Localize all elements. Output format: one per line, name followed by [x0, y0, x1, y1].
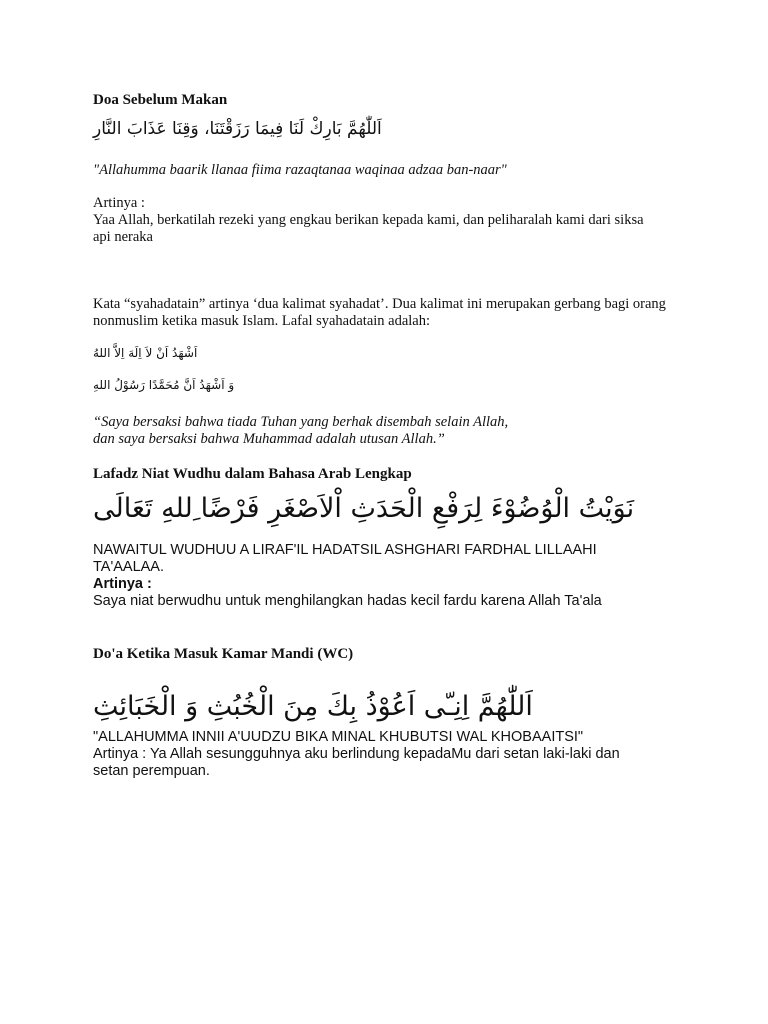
section-title-doa-wc: Do'a Ketika Masuk Kamar Mandi (WC)	[93, 646, 354, 662]
artinya-label-1: Artinya :	[93, 195, 145, 211]
meaning-doa-makan: Yaa Allah, berkatilah rezeki yang engkau berikan kepada kami, dan peliharalah kami dari siksa api neraka	[93, 212, 644, 245]
latin-niat-wudhu: NAWAITUL WUDHUU A LIRAF'IL HADATSIL ASHGHARI FARDHAL LILLAAHI TA'AALAA.	[93, 542, 597, 575]
latin-doa-wc: "ALLAHUMMA INNII A'UUDZU BIKA MINAL KHUBUTSI WAL KHOBAAITSI"	[93, 729, 584, 745]
arabic-niat-wudhu: نَوَيْتُ الْوُضُوْءَ لِرَفْعِ الْحَدَثِ اْلاَصْغَرِ فَرْضًا ِللهِ تَعَالَى	[93, 493, 635, 524]
meaning-niat-wudhu: Saya niat berwudhu untuk menghilangkan hadas kecil fardu karena Allah Ta'ala	[93, 593, 602, 609]
arabic-doa-makan: اَللّٰهُمَّ بَارِكْ لَنَا فِيمَا رَزَقْتَنَا، وَقِنَا عَذَابَ النَّارِ	[93, 119, 382, 139]
syahadat-quote-line2: dan saya bersaksi bahwa Muhammad adalah utusan Allah.”	[93, 431, 445, 447]
latin-doa-makan: "Allahumma baarik llanaa fiima razaqtanaa waqinaa adzaa ban-naar"	[93, 162, 507, 178]
artinya-label-3: Artinya :	[93, 576, 152, 592]
syahadat-quote-line1: “Saya bersaksi bahwa tiada Tuhan yang berhak disembah selain Allah,	[93, 414, 509, 430]
syahadatain-intro: Kata “syahadatain” artinya ‘dua kalimat syahadat’. Dua kalimat ini merupakan gerbang bagi orang nonmuslim ketika masuk Islam. Lafal syahadatain adalah:	[93, 296, 666, 329]
arabic-syahadat-1: اَشْهَدُ اَنْ لاَ اِلَهَ اِلاَّ اللهُ	[93, 346, 198, 360]
section-title-doa-makan: Doa Sebelum Makan	[93, 92, 228, 108]
arabic-syahadat-2: وَ اَشْهَدُ اَنَّ مُحَمَّدًا رَسُوْلُ اللهِ	[93, 378, 235, 392]
arabic-doa-wc: اَللّٰهُمَّ اِنِـّى اَعُوْذُ بِكَ مِنَ الْخُبُثِ وَ الْخَبَائِثِ	[93, 691, 533, 722]
meaning-doa-wc: Artinya : Ya Allah sesungguhnya aku berlindung kepadaMu dari setan laki-laki dan setan perempuan.	[93, 746, 620, 779]
section-title-niat-wudhu: Lafadz Niat Wudhu dalam Bahasa Arab Lengkap	[93, 466, 412, 482]
